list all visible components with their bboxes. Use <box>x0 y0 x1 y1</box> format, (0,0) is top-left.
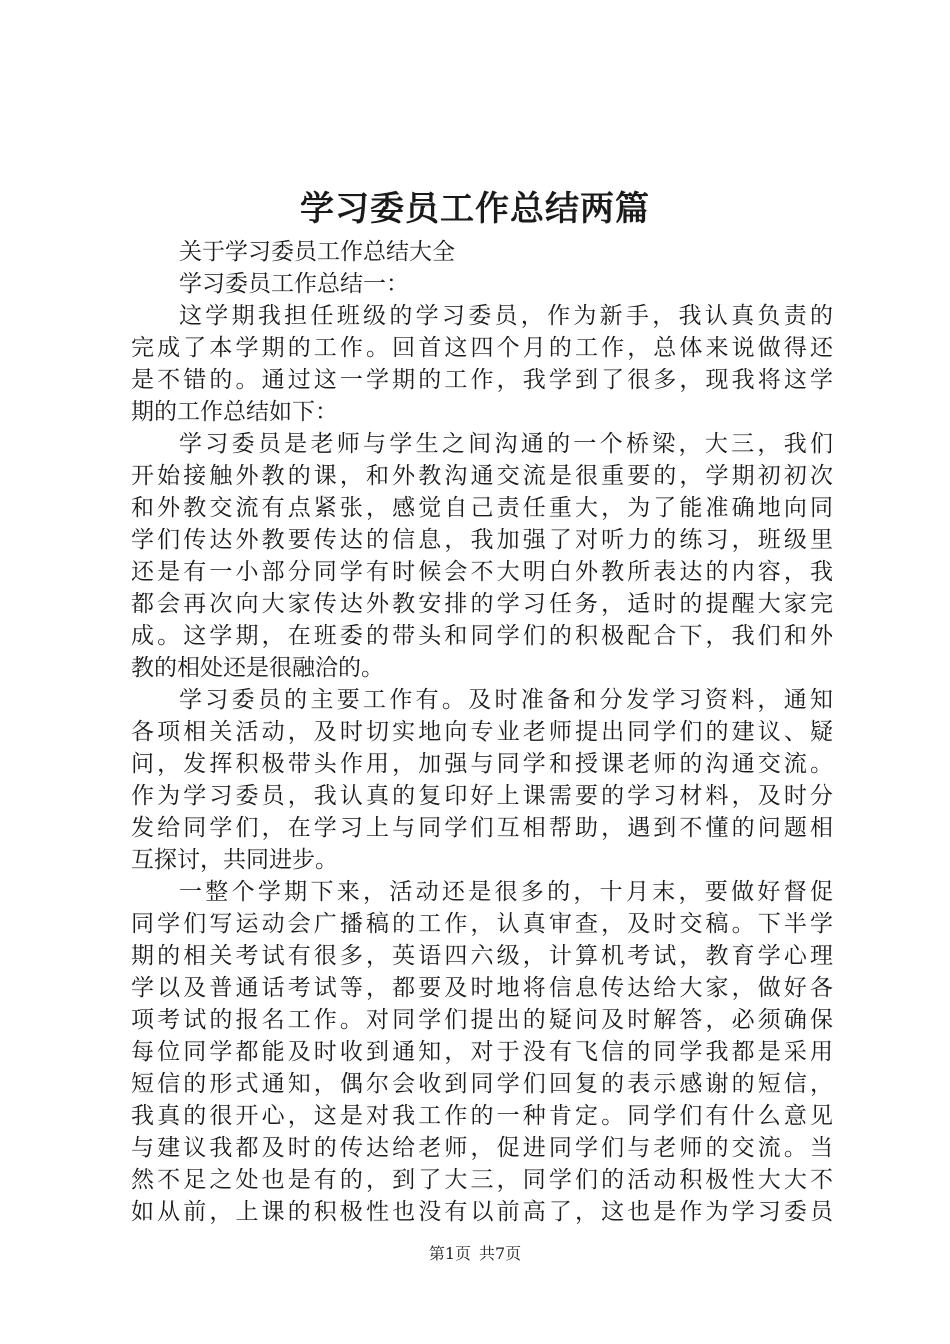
text-line: 如从前，上课的积极性也没有以前高了，这也是作为学习委员 <box>131 1199 833 1225</box>
text-line: 我真的很开心，这是对我工作的一种肯定。同学们有什么意见 <box>131 1103 833 1129</box>
text-line: 教的相处还是很融洽的。 <box>131 655 384 681</box>
text-line: 各项相关活动，及时切实地向专业老师提出同学们的建议、疑 <box>131 719 833 745</box>
text-line: 项考试的报名工作。对同学们提出的疑问及时解答，必须确保 <box>131 1007 833 1033</box>
text-line: 学以及普通话考试等，都要及时地将信息传达给大家，做好各 <box>131 975 833 1001</box>
text-line: 短信的形式通知，偶尔会收到同学们回复的表示感谢的短信， <box>131 1071 833 1097</box>
text-line: 关于学习委员工作总结大全 <box>179 239 455 265</box>
text-line: 然不足之处也是有的，到了大三，同学们的活动积极性大大不 <box>131 1167 833 1193</box>
text-line: 是不错的。通过这一学期的工作，我学到了很多，现我将这学 <box>131 367 833 393</box>
text-line: 都会再次向大家传达外教安排的学习任务，适时的提醒大家完 <box>131 591 833 617</box>
text-line: 发给同学们，在学习上与同学们互相帮助，遇到不懂的问题相 <box>131 815 833 841</box>
text-line: 学习委员是老师与学生之间沟通的一个桥梁，大三，我们 <box>179 431 833 457</box>
document-title: 学习委员工作总结两篇 <box>300 189 650 229</box>
text-line: 学习委员工作总结一： <box>179 271 409 297</box>
text-line: 作为学习委员，我认真的复印好上课需要的学习材料，及时分 <box>131 783 833 809</box>
text-line: 学习委员的主要工作有。及时准备和分发学习资料，通知 <box>179 687 833 713</box>
text-line: 学们传达外教要传达的信息，我加强了对听力的练习，班级里 <box>131 527 833 553</box>
page-number: 第1页 <box>428 1244 471 1263</box>
text-line: 同学们写运动会广播稿的工作，认真审查，及时交稿。下半学 <box>131 911 833 937</box>
text-line: 期的相关考试有很多，英语四六级，计算机考试，教育学心理 <box>131 943 833 969</box>
text-line: 每位同学都能及时收到通知，对于没有飞信的同学我都是采用 <box>131 1039 833 1065</box>
text-line: 还是有一小部分同学有时候会不大明白外教所表达的内容，我 <box>131 559 833 585</box>
page-footer <box>0 1244 950 1264</box>
text-line: 一整个学期下来，活动还是很多的，十月末，要做好督促 <box>179 879 833 905</box>
document-body <box>131 236 833 1228</box>
page-total: 共7页 <box>479 1244 522 1263</box>
text-line: 期的工作总结如下： <box>131 399 338 425</box>
text-line: 互探讨，共同进步。 <box>131 847 338 873</box>
text-line: 完成了本学期的工作。回首这四个月的工作，总体来说做得还 <box>131 335 833 361</box>
text-line: 与建议我都及时的传达给老师，促进同学们与老师的交流。当 <box>131 1135 833 1161</box>
text-line: 开始接触外教的课，和外教沟通交流是很重要的，学期初初次 <box>131 463 833 489</box>
text-line: 成。这学期，在班委的带头和同学们的积极配合下，我们和外 <box>131 623 833 649</box>
text-line: 问，发挥积极带头作用，加强与同学和授课老师的沟通交流。 <box>131 751 833 777</box>
text-line: 这学期我担任班级的学习委员，作为新手，我认真负责的 <box>179 303 833 329</box>
text-line: 和外教交流有点紧张，感觉自己责任重大，为了能准确地向同 <box>131 495 833 521</box>
